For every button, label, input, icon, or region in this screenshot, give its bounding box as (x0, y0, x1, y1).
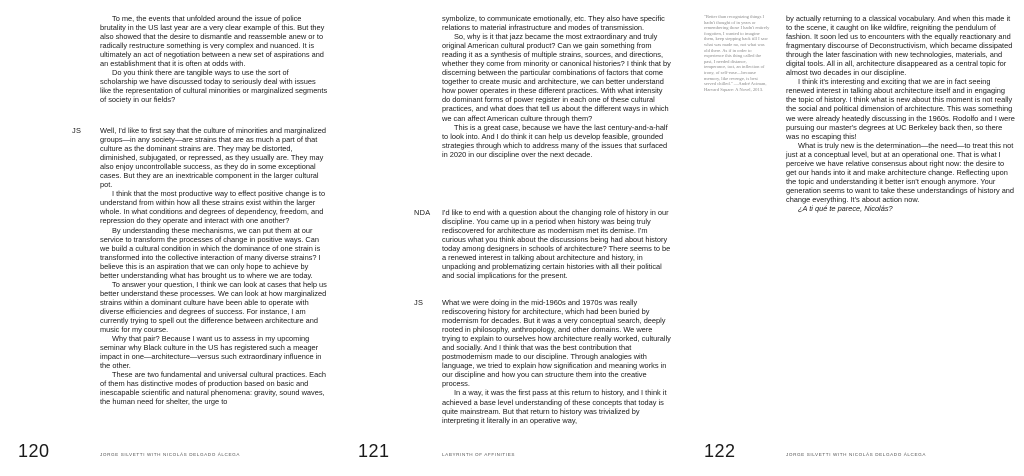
closing-question: ¿A ti qué te parece, Nicolás? (798, 203, 893, 213)
page-122 (684, 0, 1024, 476)
page-121 (342, 0, 682, 476)
folio-120: 120 (18, 441, 50, 461)
right-column (786, 14, 1016, 213)
speaker-label-nda: NDA (414, 208, 431, 217)
top-column (442, 14, 672, 159)
sidebar-quote-text: "Better than recognizing things I hadn't thought of in years or remembering those I hadn't entirely forgotten, I wanted to imagine them, keep stepping back till I saw what was made no, not what was old there. As if in order to experience this thing called the past, I needed distance, temperance, tact, an inflection of irony, of self-ease—because memory, like revenge, is best served chilled." —André Aciman, Harvard Square: A Novel, 2013. (704, 14, 770, 92)
running-foot-middle: LABYRINTH OF AFFINITIES (442, 452, 516, 457)
js-answer-paragraph-2: In a way, it was the first pass at this return to history, and I think it achieved a base level understanding of these concepts that today is quite mainstream. But that return to history was trivialized by interpreting it literally in an operative way, (442, 388, 667, 425)
folio-121: 121 (358, 441, 390, 461)
nda-question-column (442, 208, 672, 280)
answer-paragraph-1: Well, I'd like to first say that the culture of minorities and marginalized groups—in any society—are strains that are as much a part of that culture as the dominant strains are. They may be distorted, diminished, subjugated, or repressed, as they usually are. They may also enjoy uncontrollable success, as they do in some exceptional cases. But they are an inextricable component in the larger cultural pot. (100, 126, 326, 190)
answer-paragraph-6: These are two fundamental and universal cultural practices. Each of them has distinctive modes of production based on basic and inescapable scientific and natural phenomena: gravity, sound waves, the human need for shelter, the urge to (100, 370, 327, 407)
right-paragraph-2: I think it's interesting and exciting that we are in fact seeing renewed interest in talking about architecture itself and in engaging the topic of history. I think what is new about this moment is not really the social and political dimension of architecture. This was something we were already heatedly discussing in the 1960s. Rodolfo and I were pursuing our master's degrees at UC Berkeley back then, so there was no escaping this! (786, 77, 1015, 141)
answer-paragraph-3: By understanding these mechanisms, we can put them at our service to transform the processes of change in positive ways. Can we build a cultural condition in which the dominance of one strain is transformed into the collective interaction of many diverse strains? I believe this is an aspiration that we can only hope to achieve by better understanding what has brought us to where we are today. (100, 225, 321, 280)
js-answer-paragraph-1: What we were doing in the mid-1960s and 1970s was really rediscovering history for architecture, which had been buried by modernism for decades. But it was a very conceptual search, deeply rooted in philosophy, anthropology, and other domains. We were trying to explain to ourselves how architecture really worked, culturally and socially. And I think that was the best contribution that postmodernism made to our discipline. Through analogies with language, we tried to explain how signification and meaning works in our discipline and how you can structure them into the creative process. (442, 298, 671, 389)
speaker-label-js: JS (72, 126, 82, 135)
running-foot-left: JORGE SILVETTI WITH NICOLÁS DELGADO ÁLCEGA (100, 452, 240, 457)
intro-column (100, 14, 328, 104)
right-paragraph-1: by actually returning to a classical vocabulary. And when this made it to the scene, it caught on like wildfire, reigniting the pendulum of fashion. It soon led us to encounters with the equally reactionary and fragmentary discourse of Deconstructivism, which became dissipated through the later fascination with new technologies, materials, and digital tools. All in all, architecture disappeared as a central topic for almost two decades in our discipline. (786, 14, 1013, 78)
answer-paragraph-5: Why that pair? Because I want us to assess in my upcoming seminar why Black culture in the US has registered such a meager impact in one—architecture—versus such extraordinary influence in the other. (100, 334, 322, 371)
folio-122: 122 (704, 441, 736, 461)
running-foot-right: JORGE SILVETTI WITH NICOLÁS DELGADO ÁLCEGA (786, 452, 926, 457)
question-paragraph-1: To me, the events that unfolded around the issue of police brutality in the US last year are a very clear example of this. But they also showed that the desire to dismantle and reassemble anew or to radically restructure something is very complex and nuanced. It is ultimately an act of negotiation between a new set of aspirations and an establishment that it is often at odds with. (100, 14, 325, 69)
nda-question-paragraph: I'd like to end with a question about the changing role of history in our discipline. You came up in a period when history was being truly rediscovered for architecture as modernism met its demise. I'm curious what you think about the discussions being had about history today among designers in schools of architecture? There seems to be a renewed interest in talking about architecture and history, in unpacking and problematizing certain histories with all their political and social implications for the present. (442, 208, 671, 281)
continued-paragraph: symbolize, to communicate emotionally, etc. They also have specific relations to material infrastructure and modes of transmission. (442, 14, 665, 33)
answer-paragraph-2: I think that the most productive way to effect positive change is to understand from within how all these strains exist within the larger whole. In what conditions and degrees of dependency, freedom, and repression do they operate and interact with one another? (100, 189, 326, 226)
answer-paragraph-4: To answer your question, I think we can look at cases that help us better understand these processes. We can look at how marginalized strains within a dominant culture have been able to operate with diverse efficiencies and degrees of success. For instance, I am currently trying to spell out the difference between architecture and music for my course. (100, 279, 327, 335)
js-answer-column (442, 298, 672, 425)
question-paragraph-2: Do you think there are tangible ways to use the sort of scholarship we have discussed today to seriously deal with issues like the representation of cultural minorities or marginalized segments of society in our fields? (100, 68, 328, 105)
answer-column (100, 126, 328, 406)
right-paragraph-3: What is truly new is the determination—the need—to treat this not just at a conceptual level, but at an operational one. That is what I perceive we have relative consensus about right now: the desire to get our hands into it and make architecture change. Reflecting upon the topic and understanding it better isn't enough anymore. Your generation seems to want to take these understandings of history and change everything. It's about action now. (786, 140, 1015, 204)
speaker-label-js-2: JS (414, 298, 424, 307)
great-case-paragraph: This is a great case, because we have the last century-and-a-half to look into. And I do think it can help us develop feasible, grounded strategies through which to address many of the issues that surfaced in 2020 in our discipline over the next decade. (442, 122, 668, 159)
sidebar-quote (704, 14, 770, 92)
jazz-paragraph: So, why is it that jazz became the most extraordinary and truly original American cultural product? Can we gain something from reading it as a synthesis of multiple strains, sources, and directions, whether they come from minority or canonical histories? I think that by discerning between the particular combinations of factors that come together to create music and architecture, we can better understand how power operates in these different practices. With what intensity do dominant forms of power register in each one of these cultural practices, and what does that tell us about the different ways in which we can affect American culture through them? (442, 32, 671, 123)
page-120 (0, 0, 340, 476)
